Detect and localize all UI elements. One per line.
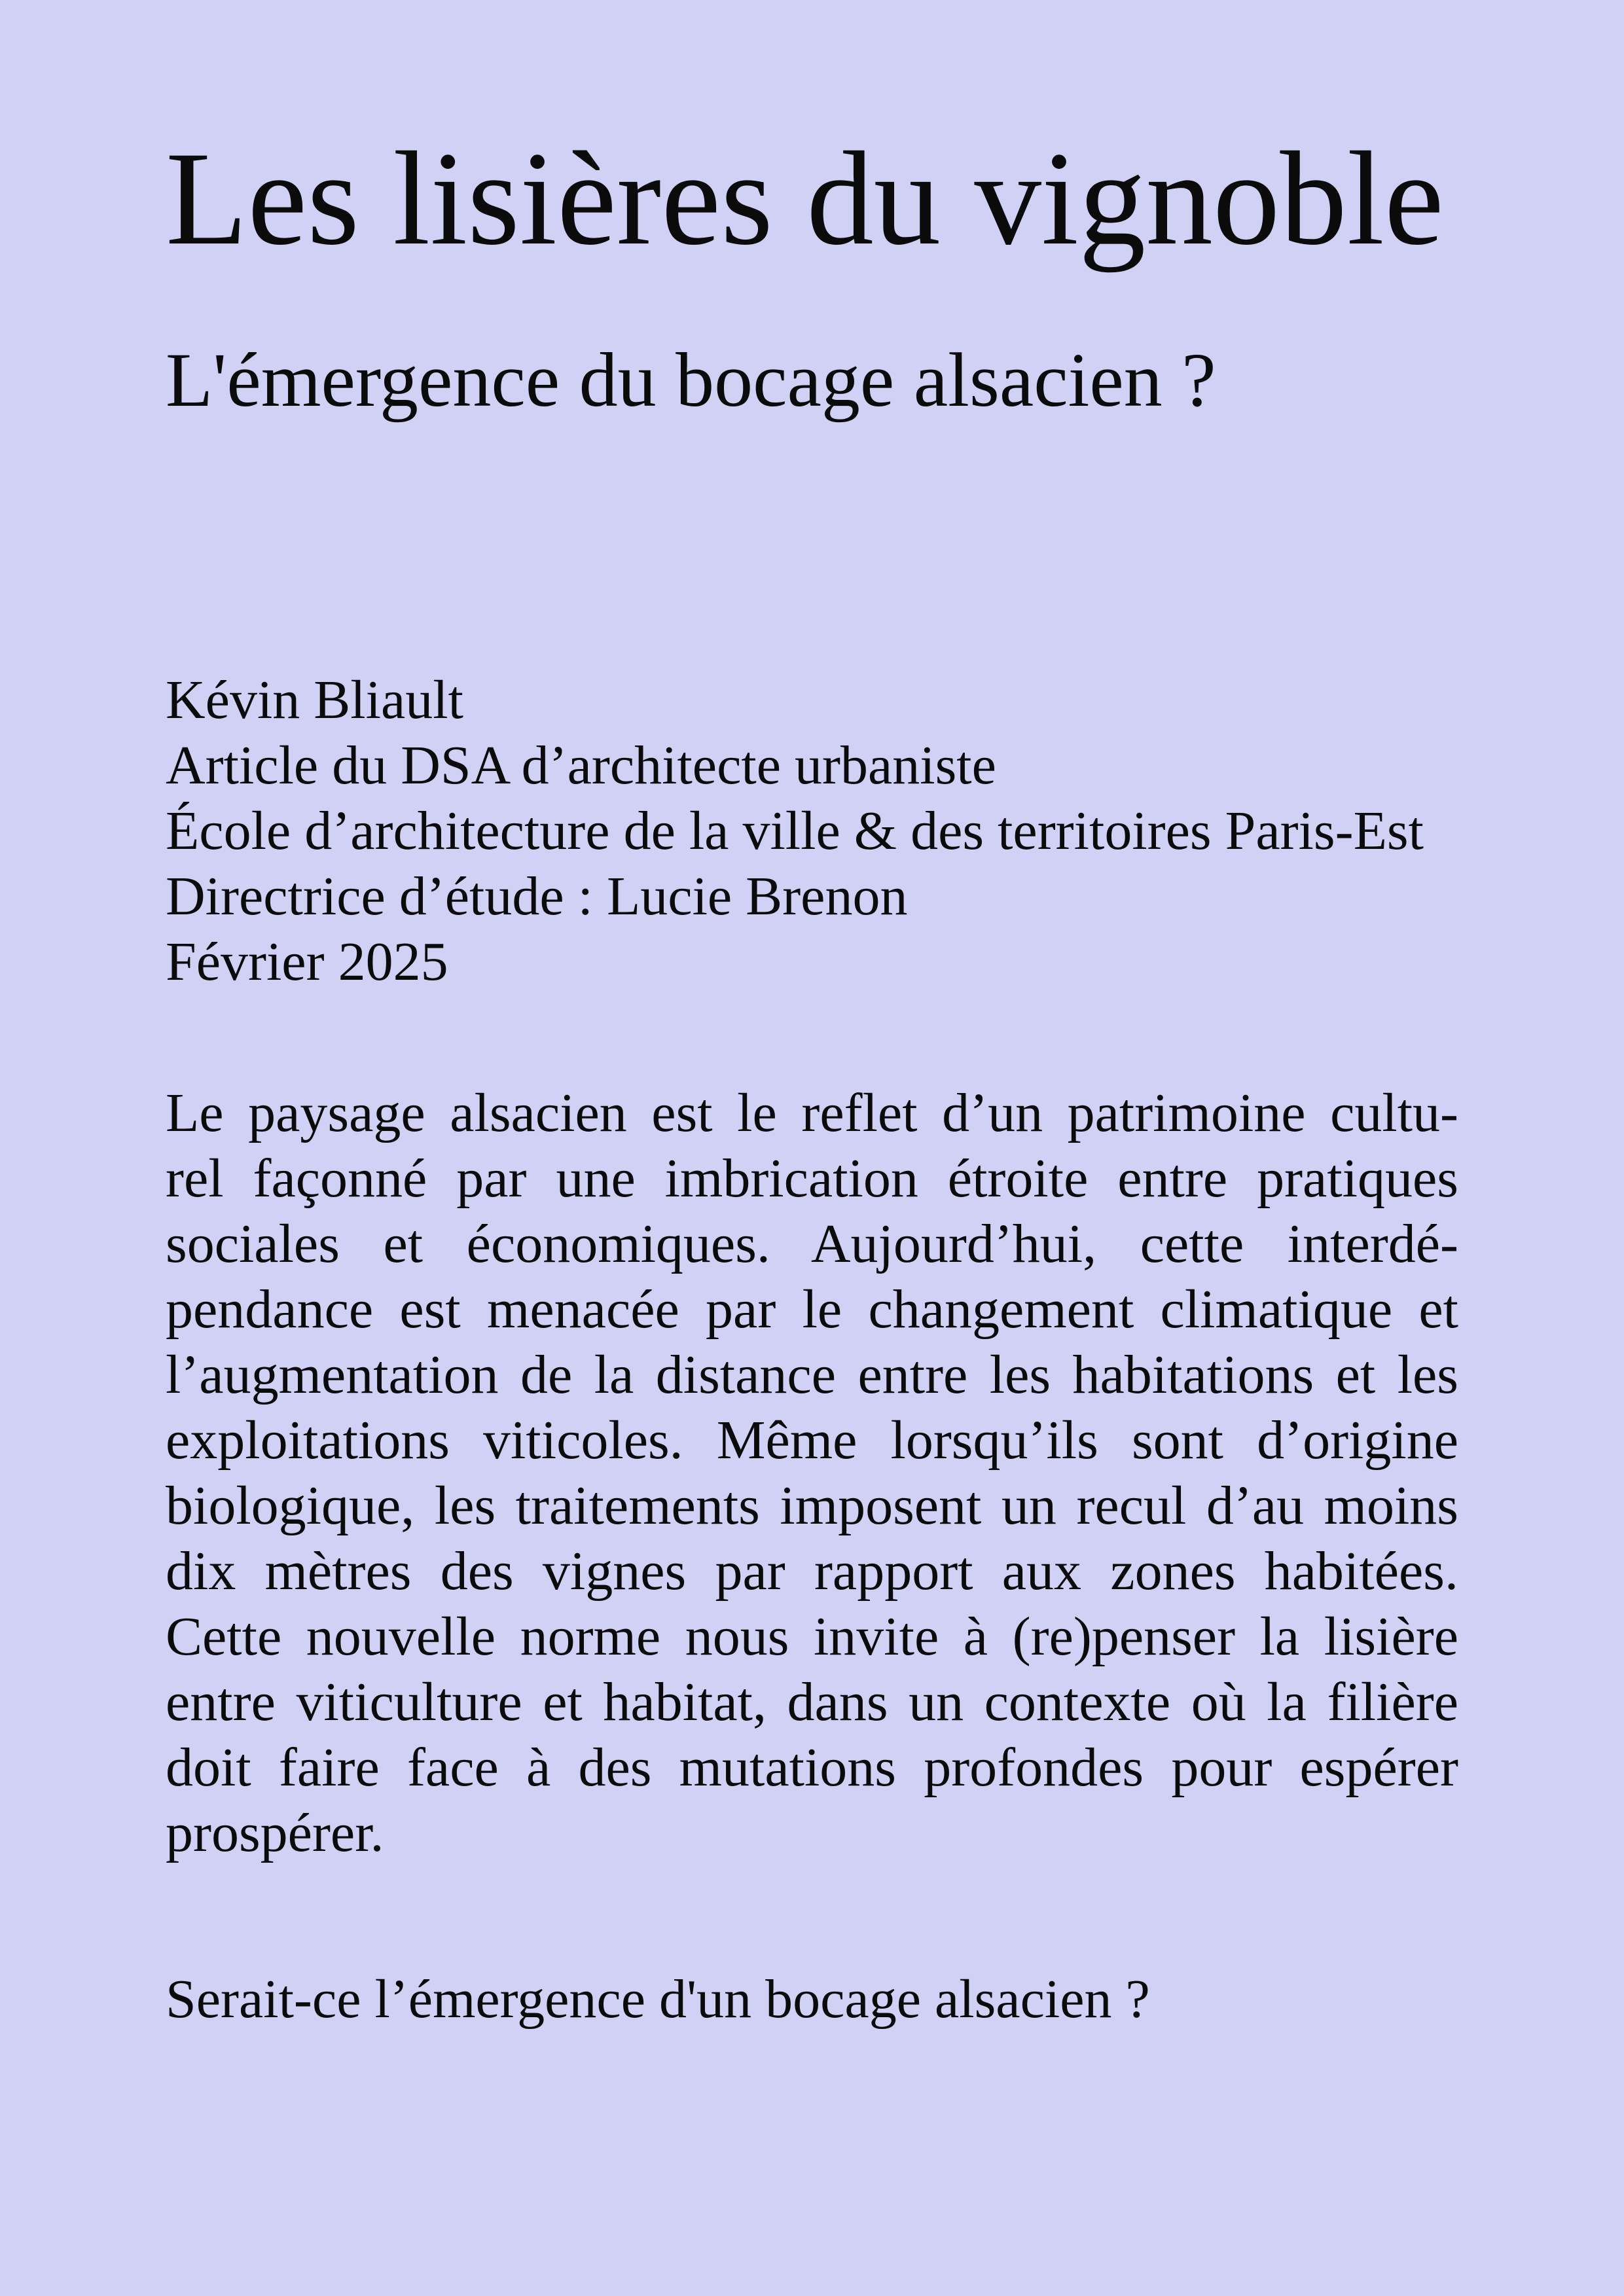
paragraph-line: sociales et économiques. Aujourd’hui, cette interdé- (166, 1213, 1458, 1274)
page-subtitle: L'émergence du bocage alsacien ? (166, 337, 1216, 423)
paragraph-line: pendance est menacée par le changement climatique et (166, 1279, 1458, 1340)
paragraph-line: l’augmentation de la distance entre les habitations et les (166, 1344, 1458, 1405)
author-meta-block (166, 668, 1458, 995)
meta-line-school: École d’architecture de la ville & des territoires Paris-Est (166, 800, 1424, 861)
page-title: Les lisières du vignoble (166, 124, 1444, 273)
abstract-paragraph (166, 1081, 1458, 1866)
meta-line-article: Article du DSA d’architecte urbaniste (166, 735, 996, 796)
paragraph-line: doit faire face à des mutations profondes pour espérer (166, 1737, 1458, 1798)
paragraph-line-last: prospérer. (166, 1803, 384, 1863)
paragraph-line: exploitations viticoles. Même lorsqu’ils sont d’origine (166, 1410, 1458, 1471)
paragraph-line: dix mètres des vignes par rapport aux zones habitées. (166, 1541, 1458, 1602)
meta-line-date: Février 2025 (166, 931, 448, 992)
closing-question: Serait-ce l’émergence d'un bocage alsacien ? (166, 1969, 1150, 2030)
paragraph-line: Cette nouvelle norme nous invite à (re)penser la lisière (166, 1606, 1458, 1667)
paragraph-line: Le paysage alsacien est le reflet d’un patrimoine cultu- (166, 1083, 1458, 1143)
meta-line-director: Directrice d’étude : Lucie Brenon (166, 866, 908, 927)
author-name: Kévin Bliault (166, 670, 463, 730)
paragraph-line: biologique, les traitements imposent un recul d’au moins (166, 1475, 1458, 1536)
paragraph-line: entre viticulture et habitat, dans un contexte où la filière (166, 1672, 1458, 1732)
paragraph-line: rel façonné par une imbrication étroite entre pratiques (166, 1148, 1458, 1209)
